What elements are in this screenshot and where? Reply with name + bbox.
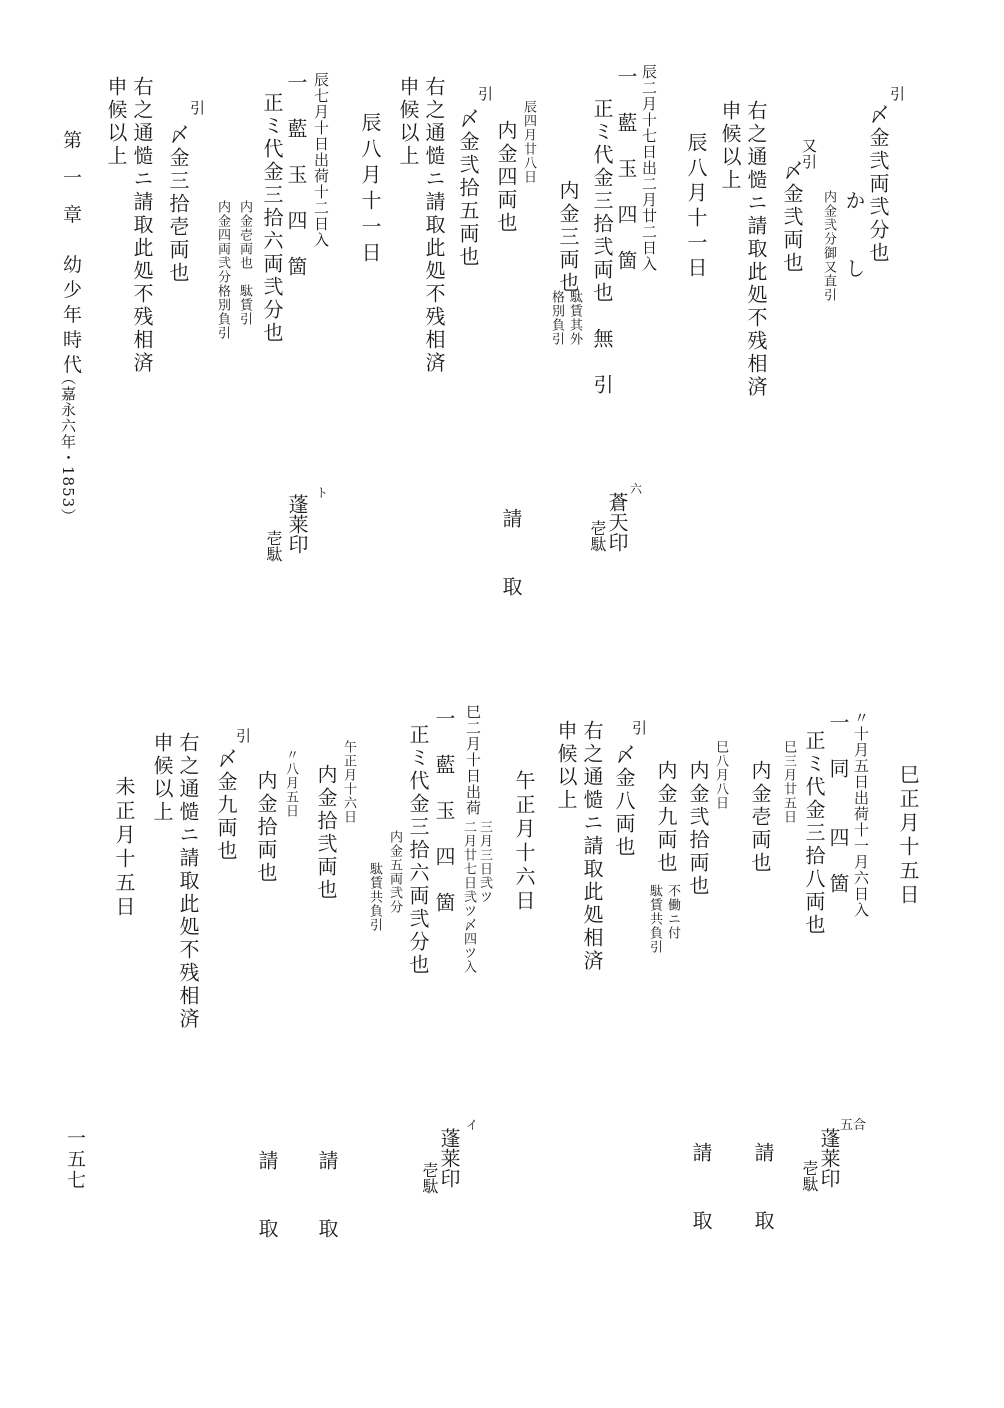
text-line: 正ミ代金三拾八両也 — [802, 730, 826, 937]
text-line: 一 藍 玉 四 箇 — [284, 72, 308, 279]
text-line: 内金四両弐分格別負引 — [215, 200, 230, 340]
text-line: 格別負引 — [549, 290, 564, 346]
text-line: 三月三日弐ツ — [477, 820, 492, 904]
text-line: 申候以上 — [554, 720, 578, 812]
text-line: 〆金三拾壱両也 — [166, 124, 190, 285]
text-line: 申候以上 — [104, 76, 128, 168]
text-line: 一 同 四 箇 — [826, 712, 850, 896]
text-line: 内金拾弐両也 — [314, 764, 338, 902]
seal-mark: 壱駄 — [588, 520, 607, 552]
text-line: 申候以上 — [150, 732, 174, 824]
text-line: 又引 — [800, 138, 818, 170]
era-note: （嘉永六年・1853） — [59, 370, 77, 525]
seal-mark: 蓬莱印 — [285, 494, 309, 554]
text-line: 〃十月五日出荷十一月六日入 — [852, 710, 870, 918]
text-line: 〆金弐両弐分也 — [866, 104, 890, 265]
text-line: 引 — [188, 100, 206, 116]
text-line: 駄賃共負引 — [647, 884, 662, 954]
chapter-heading: 第 一 章 幼少年時代 — [60, 130, 82, 380]
seal-kana: 六 — [630, 482, 643, 496]
seal-kana: 五合 — [840, 1118, 867, 1133]
seal-mark: 蒼天印 — [605, 492, 629, 552]
date-line: 辰八月十一日 — [684, 132, 708, 282]
seal-mark: 蓬莱印 — [437, 1128, 461, 1188]
text-line: 内金弐分御又直引 — [821, 190, 836, 302]
text-line: 〆金八両也 — [612, 744, 636, 859]
seal-mark: 壱駄 — [800, 1160, 819, 1192]
text-line: 辰七月十日出荷十二日入 — [312, 72, 330, 248]
text-line: 辰二月十七日出二月廿二日入 — [640, 64, 658, 272]
date-line: 午正月十六日 — [341, 740, 356, 824]
seal-mark: 蓬莱印 — [817, 1128, 841, 1188]
text-line: 内金五両弐分 — [387, 830, 402, 914]
date-line: 辰八月十一日 — [358, 112, 382, 268]
text-line: 右之通慥ニ請取此処不残相済 — [130, 76, 154, 375]
text-line: 〆金九両也 — [214, 748, 238, 863]
date-line: 未正月十五日 — [112, 776, 136, 920]
date-line: 〃八月五日 — [283, 748, 298, 818]
text-line: 二月廿七日弐ツ〆四ツ入 — [461, 820, 476, 974]
text-line: 駄賃其外 — [567, 290, 582, 346]
text-line: 内金拾両也 — [254, 770, 278, 885]
text-line: 内金弐拾両也 — [686, 760, 710, 898]
text-line: 引 — [234, 728, 252, 744]
text-line: 一 藍 玉 四 箇 — [614, 66, 638, 273]
receipt-mark: 請 取 — [689, 1142, 713, 1244]
text-line: 一 藍 玉 四 箇 — [432, 708, 456, 915]
text-line: 内金四両也 — [494, 120, 518, 235]
seal-kana: イ — [466, 1118, 479, 1132]
text-line: 申候以上 — [718, 100, 742, 192]
text-line: 引 — [630, 720, 648, 736]
text-line: 駄賃共負引 — [367, 862, 382, 932]
text-line: 右之通慥ニ請取此処相済 — [580, 720, 604, 973]
text-line: 正ミ代金三拾六両弐分也 — [406, 724, 430, 977]
receipt-mark: 請 取 — [499, 508, 523, 610]
text-line: 正ミ代金三拾六両弐分也 — [260, 92, 284, 345]
seal-kana: ト — [316, 486, 329, 500]
text-line: 引 — [476, 86, 494, 102]
receipt-mark: 請 取 — [751, 1142, 775, 1244]
receipt-mark: 請 取 — [315, 1150, 339, 1252]
date-line: 巳三月廿五日 — [781, 740, 796, 824]
receipt-mark: 請 取 — [255, 1150, 279, 1252]
text-line: 引 — [888, 86, 906, 102]
text-line: 申候以上 — [396, 76, 420, 168]
text-line: 右之通慥ニ請取此処不残相済 — [422, 76, 446, 375]
text-line: 右之通慥ニ請取此処不残相済 — [176, 732, 200, 1031]
date-line: 巳八月八日 — [713, 740, 728, 810]
text-line: 不働ニ付 — [665, 884, 680, 940]
text-line: 内金壱両也 — [748, 760, 772, 875]
date-line: 午正月十六日 — [512, 770, 536, 914]
text-line: 〆金弐両也 — [780, 160, 804, 275]
seal-mark: 壱駄 — [264, 530, 283, 562]
text-line: 巳二月十日出荷 — [464, 704, 482, 816]
date-line: 巳正月十五日 — [896, 764, 920, 908]
text-line: 内金壱両也 駄賃引 — [237, 200, 252, 326]
text-line: 正ミ代金三拾弐両也 無 引 — [590, 98, 614, 397]
text-line: か し — [842, 190, 866, 292]
page-number: 一五七 — [64, 1128, 86, 1191]
text-line: 内金九両也 — [654, 760, 678, 875]
text-line: 内金三両也 — [556, 180, 580, 295]
text-line: 右之通慥ニ請取此処不残相済 — [744, 100, 768, 399]
text-line: 〆金弐拾五両也 — [456, 108, 480, 269]
date-line: 辰四月廿八日 — [521, 100, 536, 184]
seal-mark: 壱駄 — [420, 1162, 439, 1194]
